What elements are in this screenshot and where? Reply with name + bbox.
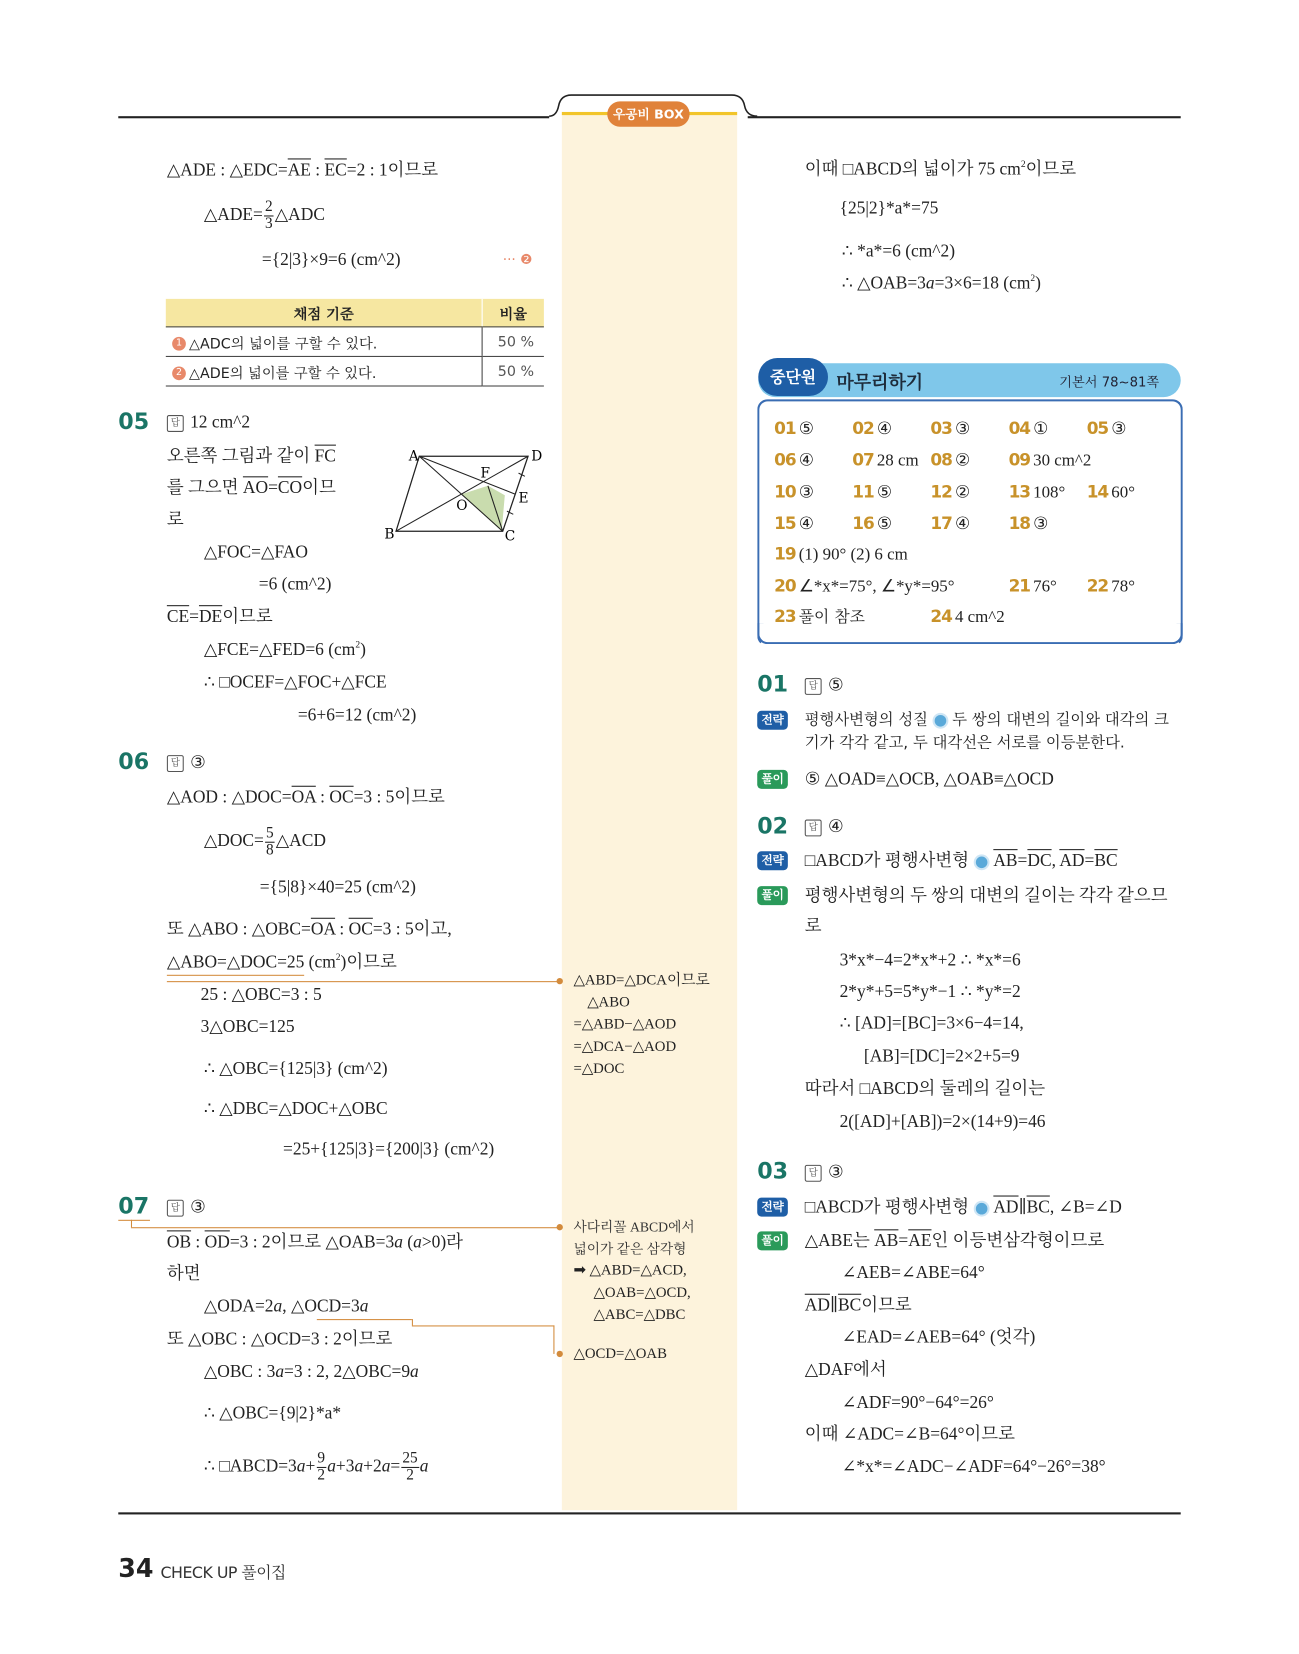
item-number: 01: [774, 418, 796, 439]
item-number: 14: [1086, 481, 1109, 502]
item-answer: ④: [798, 515, 814, 534]
side-note: =△DOC: [573, 1061, 625, 1078]
text-line: 또 △OBC : △OCD=3 : 2이므로: [166, 1328, 393, 1349]
problem-number: 05: [118, 408, 150, 435]
side-note: =△DCA−△AOD: [573, 1039, 677, 1056]
item-number: 03: [930, 418, 952, 439]
item-answer: 풀이 참조: [798, 607, 865, 627]
item-answer: ④: [798, 452, 814, 470]
text-line: ={5|8}×40=25 (cm^2): [259, 876, 416, 897]
item-answer: ④: [954, 515, 971, 534]
text-line: [AB]=[DC]=2×2+5=9: [863, 1045, 1020, 1066]
item-number: 05: [1086, 418, 1109, 439]
answer: 12 cm^2: [190, 411, 251, 432]
answer: ⑤: [827, 674, 844, 695]
text-line: 오른쪽 그림과 같이 $\overline{FC}$: [166, 445, 336, 466]
strategy-text: 평행사변형의 성질 두 쌍의 대변의 길이와 대각의 크: [804, 711, 1169, 729]
side-note: 넓이가 같은 삼각형: [573, 1240, 687, 1257]
summary-answer-item: [774, 575, 954, 599]
book-title: CHECK UP 풀이집: [160, 1563, 286, 1583]
item-number: 13: [1008, 481, 1030, 502]
problem-number: 02: [757, 813, 789, 839]
text-line: ∠AEB=∠ABE=64°: [841, 1262, 985, 1283]
summary-answer-item: [1009, 449, 1092, 473]
problem-number: 06: [118, 748, 150, 775]
page-number: 34: [118, 1553, 154, 1584]
solution-badge: 풀이: [757, 1231, 788, 1250]
text-line: $\overline{OB}$ : $\overline{OD}=3$ : 2이므로 △OAB=3a (a>0)라: [166, 1231, 464, 1252]
item-answer: ⑤: [798, 420, 814, 439]
summary-answer-item: [774, 512, 814, 536]
summary-answer-item: [1009, 417, 1049, 441]
summary-answer-item: [1087, 575, 1135, 599]
text-line: ∴ *a*=6 (cm^2): [841, 240, 956, 261]
item-answer: ①: [1033, 420, 1049, 439]
text-line: ∴ △OAB=3a=3×6=18 $(cm^2)$: [841, 272, 1041, 293]
item-number: 17: [930, 513, 952, 534]
summary-answer-item: [852, 449, 918, 473]
text-line: =6+6=12 (cm^2): [297, 704, 417, 725]
text-line: △FCE=△FED=6 $(cm^2)$: [203, 638, 366, 660]
item-number: 22: [1086, 575, 1109, 596]
summary-title: 마무리하기: [836, 372, 924, 394]
solution-badge: 풀이: [757, 770, 788, 789]
summary-tag: 중단원: [758, 358, 828, 396]
summary-answer-item: [1009, 512, 1049, 536]
table-row: [166, 327, 544, 357]
connector-dot: [557, 978, 563, 984]
text-line: 2([AD]+[AB])=2×(14+9)=46: [839, 1111, 1046, 1132]
item-answer: ⑤: [876, 515, 892, 534]
side-note: △OCD=△OAB: [573, 1346, 667, 1363]
answer-icon: 답: [167, 415, 184, 432]
note-connector: [553, 1325, 554, 1354]
summary-answer-item: [1009, 481, 1066, 505]
summary-answer-item: [774, 543, 908, 567]
summary-answer-item: [774, 417, 814, 441]
text-line: ∴ □ABCD=3a+ $\frac{9}{2}$ a+3a+2a= $\frac{25}{2}$ a: [203, 1450, 429, 1484]
text-line: 하면: [166, 1263, 201, 1284]
summary-answer-item: [774, 481, 814, 505]
figure-label: B: [384, 526, 395, 543]
text-line: 따라서 □ABCD의 둘레의 길이는: [804, 1078, 1046, 1099]
item-answer: ②: [954, 452, 971, 470]
item-number: 09: [1008, 449, 1030, 470]
summary-answer-item: [1087, 481, 1135, 505]
figure-label: A: [408, 448, 419, 465]
answer-line: [805, 815, 844, 838]
strategy-text: □ABCD가 평행사변형 $\overline{AB}=\overline{DC}$, $\overline{AD}=\overline{BC}$: [804, 850, 1118, 871]
side-note: =△ABD−△AOD: [573, 1017, 677, 1033]
strategy-badge: 전략: [757, 851, 788, 870]
text-line: ∴ [AD]=[BC]=3×6−4=14,: [839, 1012, 1024, 1033]
text-line: 를 그으면 $\overline{AO}=\overline{CO}$이므: [166, 477, 336, 498]
answer-line: [167, 751, 206, 774]
figure-label: C: [504, 528, 516, 545]
text-line: △DOC= $\frac{5}{8}$ △ACD: [203, 824, 326, 859]
item-answer: 4 cm^2: [954, 608, 1005, 627]
item-number: 24: [930, 606, 952, 627]
criterion-text: △ADE의 넓이를 구할 수 있다.: [189, 364, 377, 382]
text-line: ∠ADF=90°−64°=26°: [841, 1391, 994, 1413]
item-answer: 78°: [1111, 577, 1135, 596]
summary-answer-item: [852, 481, 892, 505]
table-row: [166, 356, 544, 386]
summary-answer-item: [774, 449, 814, 473]
box-label: 우공비 BOX: [607, 101, 689, 126]
summary-answer-item: [930, 605, 1004, 629]
answer: ④: [827, 816, 844, 837]
ratio: 50 %: [482, 327, 544, 357]
text-line: 로: [166, 509, 184, 530]
text-line: 3△OBC=125: [200, 1015, 295, 1037]
strategy-badge: 전략: [757, 711, 788, 730]
text-line: 이때 □ABCD의 넓이가 75 $cm^2$이므로: [804, 158, 1077, 179]
figure-label: F: [480, 465, 491, 482]
ratio: 50 %: [482, 356, 544, 386]
item-number: 10: [774, 481, 796, 502]
side-note: △ABC=△DBC: [593, 1307, 686, 1324]
side-note: △ABD=△DCA이므로: [573, 972, 710, 989]
item-number: 16: [852, 513, 874, 534]
connector-dot: [557, 1224, 563, 1230]
item-answer: 30 cm^2: [1033, 452, 1092, 470]
text-line: 로: [804, 915, 822, 936]
shaded-region: [462, 486, 505, 531]
answer-icon: 답: [805, 678, 822, 695]
summary-answer-item: [1009, 575, 1057, 599]
item-number: 18: [1008, 513, 1030, 534]
side-note: △OAB=△OCD,: [593, 1285, 691, 1302]
strategy-text: 기가 각각 같고, 두 대각선은 서로를 이등분한다.: [804, 735, 1125, 752]
item-number: 04: [1008, 418, 1030, 439]
answer-icon: 답: [167, 1200, 184, 1217]
item-answer: 28 cm: [876, 452, 919, 470]
text-line: ⑤ △OAD≡△OCB, △OAB≡△OCD: [804, 768, 1054, 789]
item-number: 15: [774, 513, 796, 534]
circled-number-icon: 1: [172, 337, 186, 351]
answer: ③: [190, 751, 206, 773]
text-line: =6 (cm^2): [258, 573, 332, 594]
side-note: ➡ △ABD=△ACD,: [573, 1263, 687, 1279]
summary-answer-item: [1087, 417, 1127, 441]
note-connector: [167, 981, 560, 982]
answer: ③: [190, 1196, 206, 1217]
text-line: 또 △ABO : $\triangle OBC=\overline{OA}$ : $\overline{OC}=3$ : 5이고,: [166, 918, 452, 939]
answer-icon: 답: [805, 1165, 822, 1182]
answer-line: [167, 1196, 206, 1219]
circled-number-icon: 2: [172, 366, 186, 380]
bottom-rule: [118, 1512, 1180, 1514]
text-line: △OBC : 3a=3 : 2, 2△OBC=9a: [203, 1361, 419, 1382]
item-answer: 76°: [1033, 577, 1057, 596]
text-line: △ABO=△DOC=25 $(cm^2)$이므로: [166, 951, 397, 972]
note-connector: [118, 1220, 150, 1221]
text-line: ∴ △OBC={9|2}*a*: [203, 1402, 342, 1423]
text-line: ={2|3}×9=6 (cm^2): [261, 249, 401, 270]
text-line: △ADE= $\frac{2}{3}$ △ADC: [203, 198, 325, 233]
figure-label: D: [531, 448, 543, 465]
note-connector: [412, 1319, 413, 1325]
answer-line: [805, 674, 844, 697]
answer-line: [805, 1161, 844, 1184]
item-number: 19: [774, 543, 796, 564]
problem-number: 07: [118, 1193, 150, 1219]
arrow-icon: [932, 712, 948, 728]
criterion-text: △ADC의 넓이를 구할 수 있다.: [189, 335, 378, 353]
summary-answer-item: [930, 481, 970, 505]
problem-number: 01: [757, 671, 789, 698]
text-line: △FOC=△FAO: [203, 541, 308, 562]
text-line: △AOD : $\triangle DOC=\overline{OA}$ : $\overline{OC}=3$ : 5이므로: [166, 786, 445, 807]
strategy-text: □ABCD가 평행사변형 $\overline{AD}\parallel\overline{BC}$, ∠B=∠D: [804, 1196, 1122, 1217]
text-line: {25|2}*a*=75: [839, 197, 939, 218]
item-answer: (1) 90° (2) 6 cm: [798, 546, 908, 564]
table-header: 채점 기준: [166, 299, 482, 327]
summary-answer-item: [930, 512, 970, 536]
arrow-icon: [973, 1200, 989, 1216]
item-answer: 108°: [1033, 483, 1066, 502]
item-answer: ∠*x*=75°, ∠*y*=95°: [798, 577, 955, 596]
item-number: 02: [852, 418, 874, 439]
item-number: 06: [774, 449, 796, 470]
summary-answer-item: [930, 449, 970, 473]
text-line: 평행사변형의 두 쌍의 대변의 길이는 각각 같으므: [804, 885, 1168, 906]
strategy-badge: 전략: [757, 1198, 788, 1217]
item-answer: ③: [1033, 515, 1049, 534]
note-connector: [317, 1319, 412, 1320]
summary-answer-item: [774, 605, 865, 629]
summary-answer-item: [852, 512, 892, 536]
text-line: $\overline{AD}\parallel\overline{BC}$이므로: [804, 1294, 912, 1315]
top-rule-left: [118, 116, 549, 118]
answer: ③: [827, 1161, 844, 1182]
side-note: 사다리꼴 ABCD에서: [573, 1218, 695, 1235]
text-line: ∠*x*=∠ADC−∠ADF=64°−26°=38°: [841, 1456, 1106, 1477]
note-connector: [131, 1220, 132, 1227]
item-number: 12: [930, 481, 952, 502]
text-line: △ADE : $\triangle EDC=\overline{AE}$ : $\overline{EC}=2$ : 1이므로: [166, 159, 439, 180]
figure-label: O: [456, 498, 468, 515]
item-number: 21: [1008, 575, 1030, 596]
item-number: 20: [774, 575, 796, 596]
text-line: ∴ △OBC={125|3} (cm^2): [203, 1058, 388, 1079]
criterion-marker: ··· ❷: [502, 252, 533, 269]
text-line: $\overline{CE}=\overline{DE}$이므로: [166, 606, 273, 627]
side-note: △ABO: [587, 994, 630, 1011]
arrow-icon: [973, 854, 989, 870]
table-header: 비율: [482, 299, 544, 327]
answer-icon: 답: [167, 755, 184, 772]
grading-table: [166, 299, 544, 387]
text-line: ∴ □OCEF=△FOC+△FCE: [203, 671, 387, 692]
item-answer: 60°: [1111, 483, 1135, 502]
item-answer: ③: [954, 420, 971, 439]
top-rule-right: [748, 116, 1181, 118]
text-line: △ABE는 $\overline{AB}=\overline{AE}$인 이등변삼각형이므로: [804, 1230, 1105, 1251]
summary-answer-item: [930, 417, 970, 441]
text-line: △ODA=2a, △OCD=3a: [203, 1295, 369, 1316]
parallelogram-figure: [380, 444, 554, 550]
answer-line: [167, 411, 250, 434]
item-answer: ③: [798, 483, 814, 502]
solution-badge: 풀이: [757, 886, 788, 905]
problem-number: 03: [757, 1158, 789, 1184]
text-line: ∠EAD=∠AEB=64° (엇각): [841, 1326, 1036, 1347]
text-line: △DAF에서: [804, 1359, 887, 1380]
item-number: 07: [852, 449, 874, 470]
note-connector: [131, 1227, 560, 1228]
note-connector: [412, 1325, 555, 1326]
item-number: 08: [930, 449, 952, 470]
item-answer: ④: [876, 420, 892, 439]
note-connector: [167, 975, 304, 976]
item-answer: ②: [954, 483, 971, 502]
answer-icon: 답: [805, 820, 822, 837]
item-number: 11: [852, 481, 874, 502]
text-line: 25 : △OBC=3 : 5: [200, 984, 322, 1005]
connector-dot: [557, 1351, 563, 1357]
summary-answer-item: [852, 417, 892, 441]
text-line: 이때 ∠ADC=∠B=64°이므로: [804, 1423, 1015, 1444]
item-number: 23: [774, 606, 796, 627]
text-line: ∴ △DBC=△DOC+△OBC: [203, 1098, 388, 1119]
figure-label: E: [518, 490, 529, 507]
summary-ref: 기본서 78~81쪽: [1059, 373, 1160, 390]
item-answer: ⑤: [876, 483, 892, 502]
text-line: =25+{125|3}={200|3} (cm^2): [283, 1138, 495, 1159]
text-line: 3*x*−4=2*x*+2 ∴ *x*=6: [839, 949, 1021, 970]
text-line: 2*y*+5=5*y*−1 ∴ *y*=2: [839, 981, 1021, 1002]
item-answer: ③: [1111, 420, 1127, 439]
